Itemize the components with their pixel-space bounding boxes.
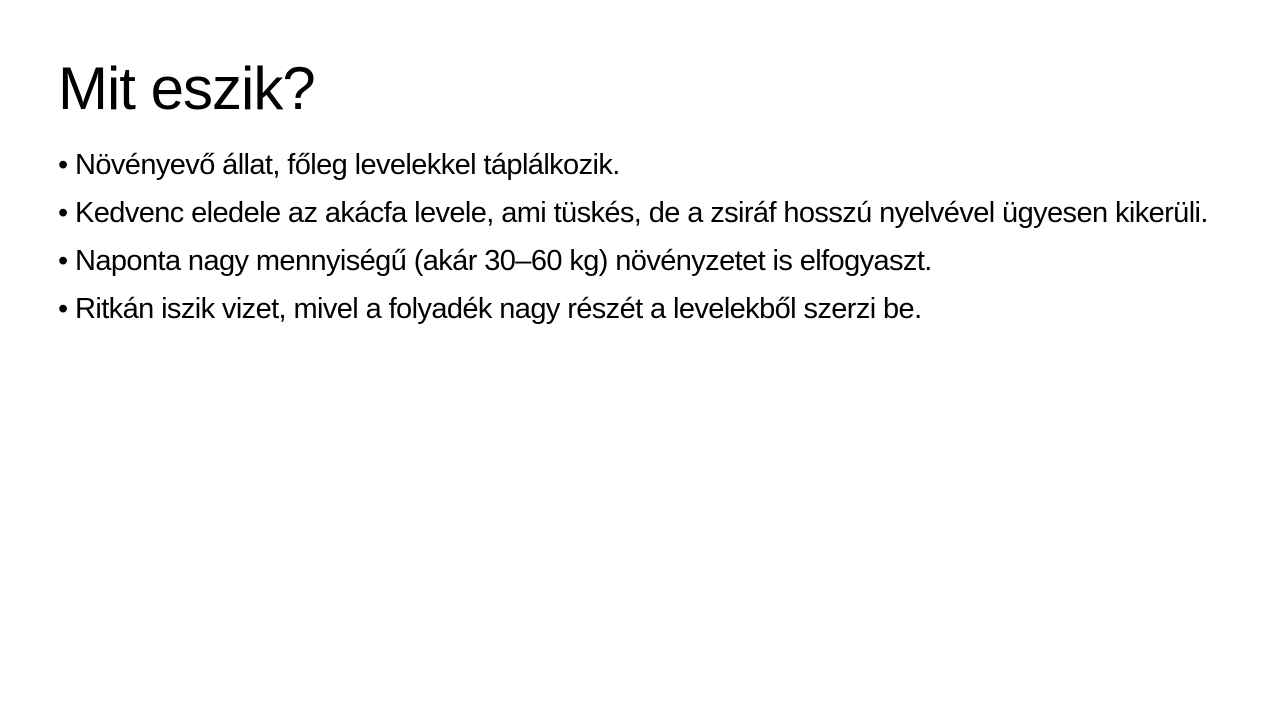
bullet-text: Naponta nagy mennyiségű (akár 30–60 kg) növényzetet is elfogyaszt. [75,245,932,277]
bullet-list [58,146,1228,338]
bullet-text: Növényevő állat, főleg levelekkel táplálkozik. [75,149,620,181]
bullet-mark: • [58,293,68,325]
bullet-item [58,194,1228,232]
bullet-mark: • [58,245,68,277]
bullet-item [58,146,1228,184]
bullet-text: Ritkán iszik vizet, mivel a folyadék nagy részét a levelekből szerzi be. [75,293,922,325]
bullet-mark: • [58,197,68,229]
bullet-mark: • [58,149,68,181]
slide-title: Mit eszik? [58,55,315,122]
bullet-item [58,242,1228,280]
bullet-text: Kedvenc eledele az akácfa levele, ami tüskés, de a zsiráf hosszú nyelvével ügyesen kikerüli. [75,197,1208,229]
bullet-item [58,290,1228,328]
